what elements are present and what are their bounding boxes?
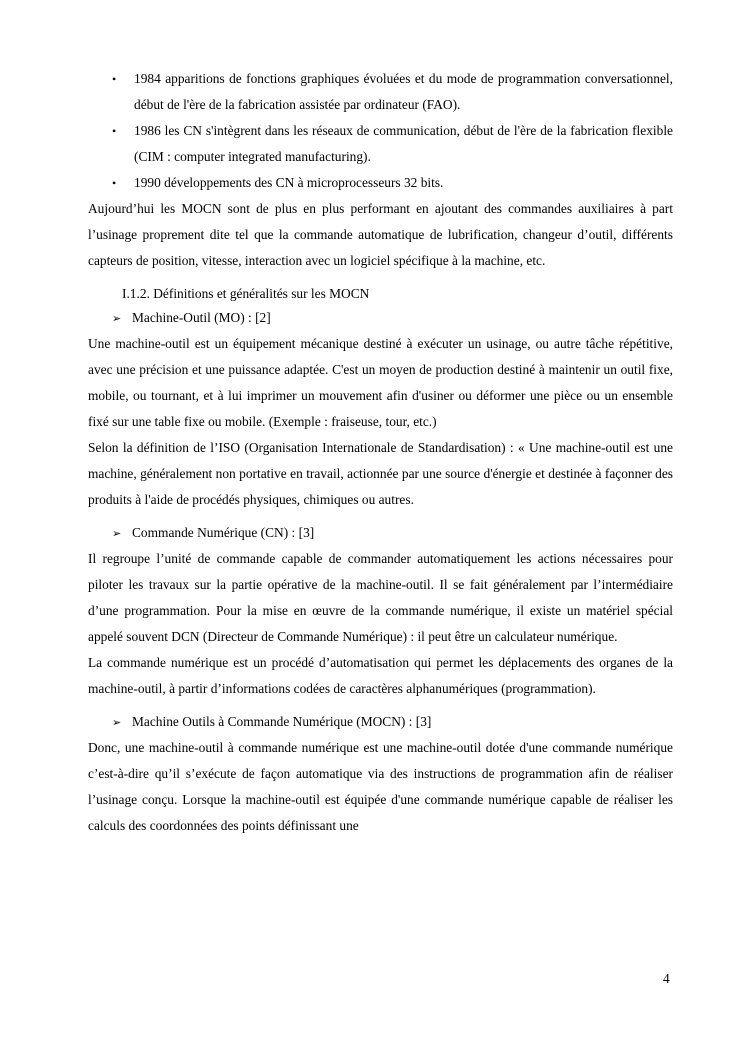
bullet-text: 1990 développements des CN à microprocesseurs 32 bits. (134, 175, 444, 190)
paragraph-mo-definition: Une machine-outil est un équipement mécanique destiné à exécuter un usinage, ou autre tâche répétitive, avec une précision et une puissance adaptée. C'est un moyen de production destiné à maintenir un outil fixe, mobile, ou tournant, et à lui imprimer un mouvement afin d'usiner ou déformer une pièce ou un ensemble fixé sur une table fixe ou mobile. (Exemple : fraiseuse, tour, etc.) (88, 336, 673, 429)
subsection-heading-text: Commande Numérique (CN) : [3] (132, 525, 315, 540)
section-heading: I.1.2. Définitions et généralités sur les MOCN (122, 286, 370, 301)
bullet-icon: • (112, 124, 117, 138)
bullet-icon: • (112, 176, 117, 190)
subsection-heading-mocn (88, 710, 673, 735)
arrow-bullet-icon: ➢ (112, 312, 122, 325)
paragraph-iso-definition: Selon la définition de l’ISO (Organisation Internationale de Standardisation) : « Une machine-outil est une machine, généralement non portative en travail, actionnée par une source d'énergie et destinée à façonner des produits à l'aide de procédés physiques, chimiques ou autres. (88, 440, 673, 507)
arrow-bullet-icon: ➢ (112, 716, 122, 729)
list-item (88, 118, 673, 170)
document-page (88, 66, 673, 839)
list-item (88, 170, 673, 196)
paragraph-mocn-definition: Donc, une machine-outil à commande numérique est une machine-outil dotée d'une commande numérique c’est-à-dire qu’il s’exécute de façon automatique via des instructions de programmation afin de réaliser l’usinage conçu. Lorsque la machine-outil est équipée d'une commande numérique capable de réaliser les calculs des coordonnées des points définissant une (88, 740, 673, 833)
page-number: 4 (663, 971, 670, 986)
history-bullet-list (88, 66, 673, 196)
subsection-heading-machine-outil (88, 306, 673, 331)
spacer (88, 702, 673, 710)
bullet-text: 1986 les CN s'intègrent dans les réseaux de communication, début de l'ère de la fabrication flexible (CIM : computer integrated manufacturing). (134, 123, 673, 164)
subsection-heading-text: Machine-Outil (MO) : [2] (132, 310, 271, 325)
intro-paragraph: Aujourd’hui les MOCN sont de plus en plus performant en ajoutant des commandes auxiliaires à part l’usinage proprement dite tel que la commande automatique de lubrification, changeur d’outil, différents capteurs de position, vitesse, interaction avec un logiciel spécifique à la machine, etc. (88, 201, 673, 268)
paragraph-cn-process: La commande numérique est un procédé d’automatisation qui permet les déplacements des organes de la machine-outil, à partir d’informations codées de caractères alphanumériques (programmation). (88, 655, 673, 696)
spacer (88, 513, 673, 521)
list-item (88, 66, 673, 118)
arrow-bullet-icon: ➢ (112, 527, 122, 540)
subsection-heading-commande-numerique (88, 521, 673, 546)
subsection-heading-text: Machine Outils à Commande Numérique (MOCN) : [3] (132, 714, 432, 729)
bullet-text: 1984 apparitions de fonctions graphiques évoluées et du mode de programmation conversationnel, début de l'ère de la fabrication assistée par ordinateur (FAO). (134, 71, 673, 112)
bullet-icon: • (112, 72, 117, 86)
paragraph-cn-definition: Il regroupe l’unité de commande capable de commander automatiquement les actions nécessaires pour piloter les travaux sur la partie opérative de la machine-outil. Il se fait généralement par l’intermédiaire d’une programmation. Pour la mise en œuvre de la commande numérique, il existe un matériel spécial appelé souvent DCN (Directeur de Commande Numérique) : il peut être un calculateur numérique. (88, 551, 673, 644)
